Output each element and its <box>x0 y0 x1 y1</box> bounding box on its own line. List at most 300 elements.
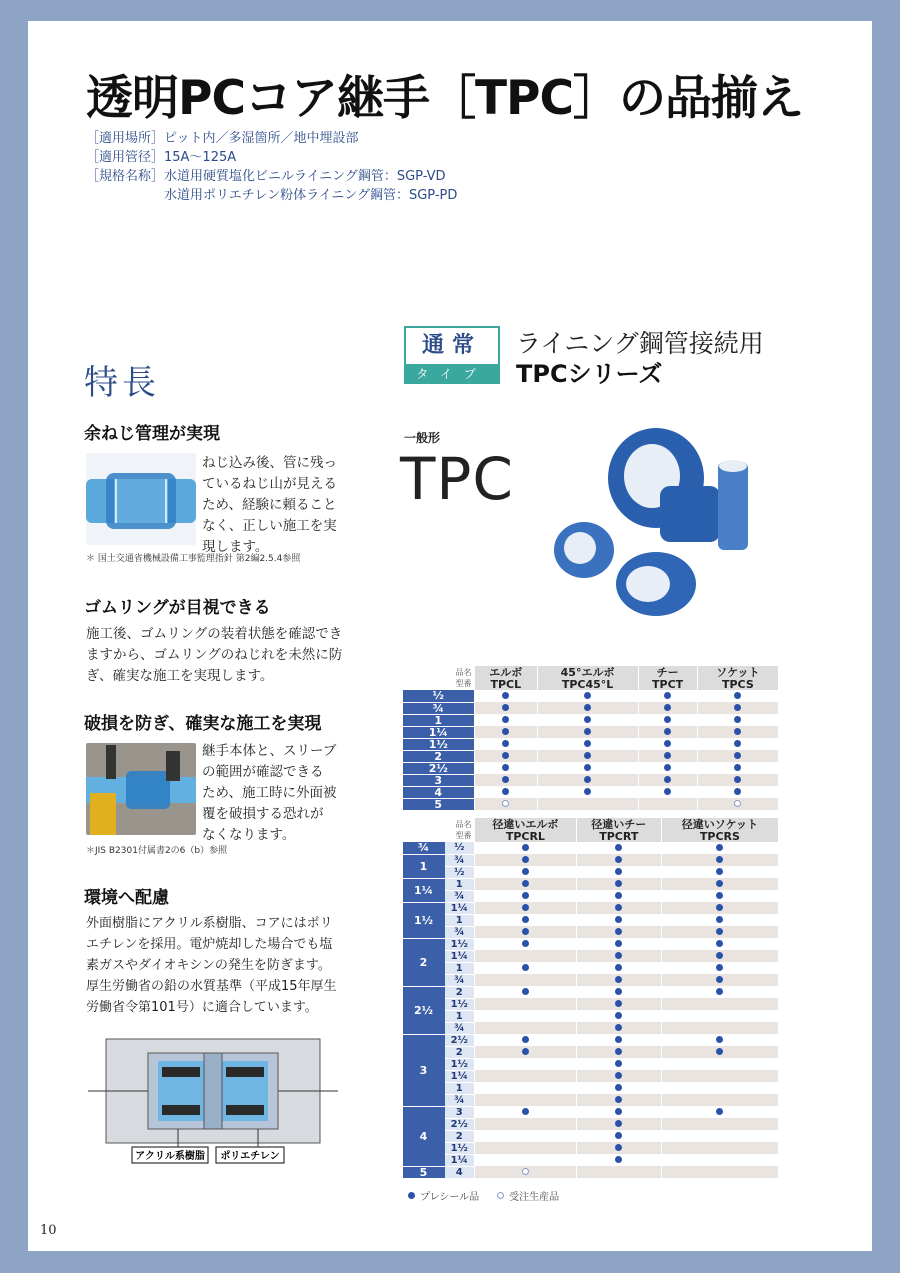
mark-cell <box>661 890 778 902</box>
open-ring-icon <box>502 800 509 807</box>
series-line1: ライニング鋼管接続用 <box>516 329 764 358</box>
thread-photo <box>86 453 196 545</box>
mark-cell <box>697 726 778 738</box>
filled-dot-icon <box>664 776 671 783</box>
filled-dot-icon <box>664 752 671 759</box>
filled-dot-icon <box>615 940 622 947</box>
sub-size-cell: 1½ <box>445 938 475 950</box>
filled-dot-icon <box>522 904 529 911</box>
filled-dot-icon <box>734 740 741 747</box>
feature3-title: 破損を防ぎ、確実な施工を実現 <box>84 714 322 734</box>
filled-dot-icon <box>716 988 723 995</box>
sub-size-cell: 4 <box>445 1166 475 1178</box>
size-cell: 1¼ <box>403 878 445 902</box>
size-cell: ¾ <box>403 842 445 854</box>
sub-size-cell: ¾ <box>445 974 475 986</box>
feature2-text <box>86 624 342 687</box>
mark-cell <box>576 1154 661 1166</box>
filled-dot-icon <box>584 740 591 747</box>
filled-dot-icon <box>615 1048 622 1055</box>
mark-cell <box>697 690 778 702</box>
mark-cell <box>475 842 577 854</box>
size-cell: 4 <box>403 786 475 798</box>
filled-dot-icon <box>615 880 622 887</box>
col-header: ソケット <box>697 666 778 678</box>
filled-dot-icon <box>522 964 529 971</box>
text-line: 現します。 <box>202 539 269 555</box>
col-code: TPC45°L <box>537 678 638 690</box>
filled-dot-icon <box>615 868 622 875</box>
table-row <box>403 1166 779 1178</box>
mark-cell <box>697 774 778 786</box>
sub-size-cell: 1¼ <box>445 950 475 962</box>
table-row <box>403 714 779 726</box>
table-row <box>403 878 779 890</box>
feature3-note: ＊JIS B2301付属書2の6（b）参照 <box>86 846 228 856</box>
filled-dot-icon <box>584 776 591 783</box>
filled-dot-icon <box>734 752 741 759</box>
product-photo <box>548 416 748 616</box>
mark-cell <box>475 690 538 702</box>
sub-size-cell: 1¼ <box>445 1154 475 1166</box>
mark-cell <box>475 950 577 962</box>
filled-dot-icon <box>615 1012 622 1019</box>
filled-dot-icon <box>584 764 591 771</box>
kind-label: 一般形 <box>404 431 441 445</box>
spec-value: 水道用ポリエチレン粉体ライニング鋼管：SGP-PD <box>164 188 458 203</box>
filled-dot-icon <box>522 856 529 863</box>
mark-cell <box>475 750 538 762</box>
mark-cell <box>661 1046 778 1058</box>
filled-dot-icon <box>716 916 723 923</box>
mark-cell <box>638 690 697 702</box>
mark-cell <box>661 950 778 962</box>
spec-block <box>86 129 457 205</box>
mark-cell <box>475 1046 577 1058</box>
mark-cell <box>475 786 538 798</box>
filled-dot-icon <box>502 728 509 735</box>
mark-cell <box>576 1166 661 1178</box>
mark-cell <box>475 738 538 750</box>
mark-cell <box>475 866 577 878</box>
spec-value: 15A〜125A <box>164 150 237 165</box>
filled-dot-icon <box>734 704 741 711</box>
big-tpc: TPC <box>400 445 514 513</box>
sub-size-cell: 1 <box>445 962 475 974</box>
mark-cell <box>475 726 538 738</box>
mark-cell <box>576 1046 661 1058</box>
mark-cell <box>576 1106 661 1118</box>
table-row <box>403 1034 779 1046</box>
mark-cell <box>661 1130 778 1142</box>
mark-cell <box>661 926 778 938</box>
sub-size-cell: ¾ <box>445 926 475 938</box>
mark-cell <box>475 926 577 938</box>
text-line: ため、経験に頼ること <box>202 497 337 513</box>
filled-dot-icon <box>522 940 529 947</box>
filled-dot-icon <box>615 904 622 911</box>
filled-dot-icon <box>716 1108 723 1115</box>
size-cell: 2½ <box>403 986 445 1034</box>
table-row <box>403 938 779 950</box>
filled-dot-icon <box>522 928 529 935</box>
mark-cell <box>697 786 778 798</box>
filled-dot-icon <box>615 964 622 971</box>
col-header: 径違いエルボ <box>475 818 577 830</box>
table-row <box>403 1046 779 1058</box>
mark-cell <box>576 986 661 998</box>
mark-cell <box>661 1034 778 1046</box>
size-cell: 5 <box>403 798 475 810</box>
mark-cell <box>576 1082 661 1094</box>
text-line: 覆を破損する恐れが <box>202 806 324 822</box>
feature3-text <box>202 741 336 846</box>
mark-cell <box>661 866 778 878</box>
mark-cell <box>661 854 778 866</box>
feature4-text <box>86 913 337 1018</box>
mark-cell <box>475 1154 577 1166</box>
mark-cell <box>475 1094 577 1106</box>
filled-dot-icon <box>664 788 671 795</box>
mark-cell <box>661 938 778 950</box>
filled-dot-icon <box>716 940 723 947</box>
size-cell: 1½ <box>403 902 445 938</box>
table-corner: 品名 型番 <box>403 818 475 842</box>
filled-dot-icon <box>502 704 509 711</box>
mark-cell <box>475 1106 577 1118</box>
sub-size-cell: ½ <box>445 866 475 878</box>
mark-cell <box>537 738 638 750</box>
sub-size-cell: 2 <box>445 1130 475 1142</box>
filled-dot-icon <box>615 844 622 851</box>
features-heading: 特長 <box>84 363 160 403</box>
mark-cell <box>638 762 697 774</box>
table-row <box>403 702 779 714</box>
mark-cell <box>475 854 577 866</box>
sub-size-cell: ¾ <box>445 1022 475 1034</box>
feature2-title: ゴムリングが目視できる <box>84 598 271 618</box>
filled-dot-icon <box>716 844 723 851</box>
mark-cell <box>576 914 661 926</box>
col-code: TPCRT <box>576 830 661 842</box>
sub-size-cell: 1½ <box>445 1058 475 1070</box>
mark-cell <box>661 1154 778 1166</box>
text-line: 継手本体と、スリーブ <box>202 743 337 759</box>
filled-dot-icon <box>664 704 671 711</box>
size-cell: ¾ <box>403 702 475 714</box>
table-row <box>403 866 779 878</box>
size-cell: 5 <box>403 1166 445 1178</box>
size-cell: 1 <box>403 714 475 726</box>
mark-cell <box>576 1070 661 1082</box>
table-row <box>403 798 779 810</box>
size-cell: 2½ <box>403 762 475 774</box>
text-line: エチレンを採用。電炉焼却した場合でも塩 <box>86 937 333 952</box>
filled-dot-icon <box>522 1108 529 1115</box>
table-row <box>403 1070 779 1082</box>
mark-cell <box>697 762 778 774</box>
type-box <box>404 326 500 384</box>
sub-size-cell: 1 <box>445 1082 475 1094</box>
sub-size-cell: 2½ <box>445 1118 475 1130</box>
text-line: 厚生労働省の鉛の水質基準（平成15年厚生 <box>86 979 337 994</box>
filled-dot-icon <box>522 892 529 899</box>
table-row <box>403 1094 779 1106</box>
table-row <box>403 902 779 914</box>
col-header: 径違いチー <box>576 818 661 830</box>
mark-cell <box>576 1094 661 1106</box>
col-code: TPCRL <box>475 830 577 842</box>
col-header: 径違いソケット <box>661 818 778 830</box>
col-header: エルボ <box>475 666 538 678</box>
table-row <box>403 1058 779 1070</box>
spec-key <box>86 186 164 205</box>
mark-cell <box>475 902 577 914</box>
mark-cell <box>576 1034 661 1046</box>
mark-cell <box>576 902 661 914</box>
mark-cell <box>475 890 577 902</box>
mark-cell <box>475 1058 577 1070</box>
mark-cell <box>697 714 778 726</box>
table-row <box>403 1106 779 1118</box>
mark-cell <box>576 950 661 962</box>
text-line: ねじ込み後、管に残っ <box>202 455 337 471</box>
table-row <box>403 974 779 986</box>
filled-dot-icon <box>615 1132 622 1139</box>
sub-size-cell: 1 <box>445 1010 475 1022</box>
filled-dot-icon <box>716 880 723 887</box>
sub-size-cell: 1½ <box>445 998 475 1010</box>
mark-cell <box>576 878 661 890</box>
filled-dot-icon <box>615 1144 622 1151</box>
mark-cell <box>661 1118 778 1130</box>
page <box>28 21 872 1251</box>
filled-dot-icon <box>716 856 723 863</box>
mark-cell <box>661 902 778 914</box>
mark-cell <box>661 878 778 890</box>
text-line: なくなります。 <box>202 827 296 843</box>
mark-cell <box>661 962 778 974</box>
feature4-title: 環境へ配慮 <box>84 888 169 908</box>
page-title: 透明PCコア継手［TPC］の品揃え <box>86 71 803 126</box>
sub-size-cell: 1½ <box>445 1142 475 1154</box>
mark-cell <box>537 774 638 786</box>
filled-dot-icon <box>522 916 529 923</box>
size-cell: 1½ <box>403 738 475 750</box>
filled-dot-icon <box>502 776 509 783</box>
filled-dot-icon <box>502 788 509 795</box>
spec-row <box>86 129 457 148</box>
mark-cell <box>475 1130 577 1142</box>
sub-size-cell: 1 <box>445 914 475 926</box>
size-cell: 4 <box>403 1106 445 1166</box>
table-row <box>403 854 779 866</box>
mark-cell <box>576 974 661 986</box>
mark-cell <box>576 854 661 866</box>
feature1-title: 余ねじ管理が実現 <box>84 424 220 444</box>
table-header-row <box>403 666 779 678</box>
table-row <box>403 1118 779 1130</box>
filled-dot-icon <box>734 776 741 783</box>
mark-cell <box>638 786 697 798</box>
mark-cell <box>475 974 577 986</box>
table-row <box>403 1010 779 1022</box>
filled-dot-icon <box>584 704 591 711</box>
open-ring-icon <box>734 800 741 807</box>
mark-cell <box>661 1166 778 1178</box>
filled-dot-icon <box>734 764 741 771</box>
table-row <box>403 1130 779 1142</box>
sub-size-cell: ¾ <box>445 890 475 902</box>
mark-cell <box>661 1082 778 1094</box>
filled-dot-icon <box>615 1108 622 1115</box>
mark-cell <box>576 1010 661 1022</box>
mark-cell <box>475 702 538 714</box>
mark-cell <box>661 1070 778 1082</box>
filled-dot-icon <box>522 880 529 887</box>
table-row <box>403 738 779 750</box>
sub-size-cell: 2 <box>445 1046 475 1058</box>
col-code: TPCS <box>697 678 778 690</box>
filled-dot-icon <box>615 928 622 935</box>
mark-cell <box>638 702 697 714</box>
table-row <box>403 690 779 702</box>
col-code: TPCL <box>475 678 538 690</box>
filled-dot-icon <box>664 716 671 723</box>
filled-dot-icon <box>502 764 509 771</box>
filled-dot-icon <box>502 716 509 723</box>
table-row <box>403 914 779 926</box>
mark-cell <box>475 714 538 726</box>
mark-cell <box>661 842 778 854</box>
mark-cell <box>697 738 778 750</box>
mark-cell <box>638 798 697 810</box>
spec-row <box>86 148 457 167</box>
mark-cell <box>475 774 538 786</box>
feature1-note: ＊ 国土交通省機械設備工事監理指針 第2編2.5.4参照 <box>86 554 301 564</box>
mark-cell <box>475 762 538 774</box>
filled-dot-icon <box>584 752 591 759</box>
mark-cell <box>661 1022 778 1034</box>
table-corner: 品名 型番 <box>403 666 475 690</box>
size-cell: 2 <box>403 938 445 986</box>
text-line: ますから、ゴムリングのねじれを未然に防 <box>86 647 343 663</box>
filled-dot-icon <box>615 892 622 899</box>
filled-dot-icon <box>734 716 741 723</box>
mark-cell <box>475 798 538 810</box>
mark-cell <box>576 938 661 950</box>
mark-cell <box>475 914 577 926</box>
text-line: 施工後、ゴムリングの装着状態を確認でき <box>86 626 343 642</box>
col-header: 45°エルボ <box>537 666 638 678</box>
mark-cell <box>475 1070 577 1082</box>
filled-dot-icon <box>522 1036 529 1043</box>
mark-cell <box>576 866 661 878</box>
table-row <box>403 962 779 974</box>
sub-size-cell: 2½ <box>445 1034 475 1046</box>
mark-cell <box>638 714 697 726</box>
filled-dot-icon <box>615 1096 622 1103</box>
sub-size-cell: ½ <box>445 842 475 854</box>
filled-dot-icon <box>734 692 741 699</box>
filled-dot-icon <box>615 952 622 959</box>
mark-cell <box>475 986 577 998</box>
table-header-row <box>403 818 779 830</box>
filled-dot-icon <box>615 1084 622 1091</box>
mark-cell <box>576 1130 661 1142</box>
col-header: チー <box>638 666 697 678</box>
mark-cell <box>537 762 638 774</box>
filled-dot-icon <box>716 952 723 959</box>
filled-dot-icon <box>716 928 723 935</box>
legend-filled: プレシール品 <box>408 1188 479 1203</box>
filled-dot-icon <box>716 976 723 983</box>
mark-cell <box>661 998 778 1010</box>
mark-cell <box>475 1082 577 1094</box>
mark-cell <box>475 1022 577 1034</box>
mark-cell <box>576 842 661 854</box>
page-number: 10 <box>40 1223 57 1238</box>
mark-cell <box>638 738 697 750</box>
sub-size-cell: 1¼ <box>445 1070 475 1082</box>
spec-key: ［規格名称］ <box>86 169 165 184</box>
mark-cell <box>537 702 638 714</box>
text-line: ため、施工時に外面被 <box>202 785 337 801</box>
table-row <box>403 998 779 1010</box>
filled-dot-icon <box>734 788 741 795</box>
table-reducing <box>402 818 778 1179</box>
mark-cell <box>576 890 661 902</box>
size-cell: 1¼ <box>403 726 475 738</box>
diagram-label-polyethylene: ポリエチレン <box>220 1151 280 1162</box>
size-cell: 1 <box>403 854 445 878</box>
mark-cell <box>475 1118 577 1130</box>
mark-cell <box>661 1010 778 1022</box>
type-box-top: 通常 <box>421 333 482 358</box>
filled-dot-icon <box>584 728 591 735</box>
mark-cell <box>661 1058 778 1070</box>
col-code: TPCRS <box>661 830 778 842</box>
table-row <box>403 1082 779 1094</box>
sub-size-cell: 3 <box>445 1106 475 1118</box>
size-cell: 2 <box>403 750 475 762</box>
mark-cell <box>576 1022 661 1034</box>
mark-cell <box>475 938 577 950</box>
mark-cell <box>661 1094 778 1106</box>
mark-cell <box>661 914 778 926</box>
filled-dot-icon <box>522 988 529 995</box>
open-ring-icon <box>522 1168 529 1175</box>
filled-dot-icon <box>734 728 741 735</box>
table-row <box>403 726 779 738</box>
table-row <box>403 786 779 798</box>
cross-section-diagram <box>88 1031 348 1171</box>
install-photo <box>86 743 196 835</box>
table-row <box>403 890 779 902</box>
text-line: の範囲が確認できる <box>202 764 324 780</box>
text-line: 労働省令第101号）に適合しています。 <box>86 1000 318 1015</box>
table-row <box>403 762 779 774</box>
spec-value: 水道用硬質塩化ビニルライニング鋼管：SGP-VD <box>164 169 446 184</box>
size-cell: ½ <box>403 690 475 702</box>
text-line: 外面樹脂にアクリル系樹脂、コアにはポリ <box>86 916 333 931</box>
filled-dot-icon <box>502 692 509 699</box>
spec-key: ［適用場所］ <box>86 131 165 146</box>
filled-dot-icon <box>502 740 509 747</box>
mark-cell <box>661 974 778 986</box>
filled-dot-icon <box>584 692 591 699</box>
mark-cell <box>475 1142 577 1154</box>
